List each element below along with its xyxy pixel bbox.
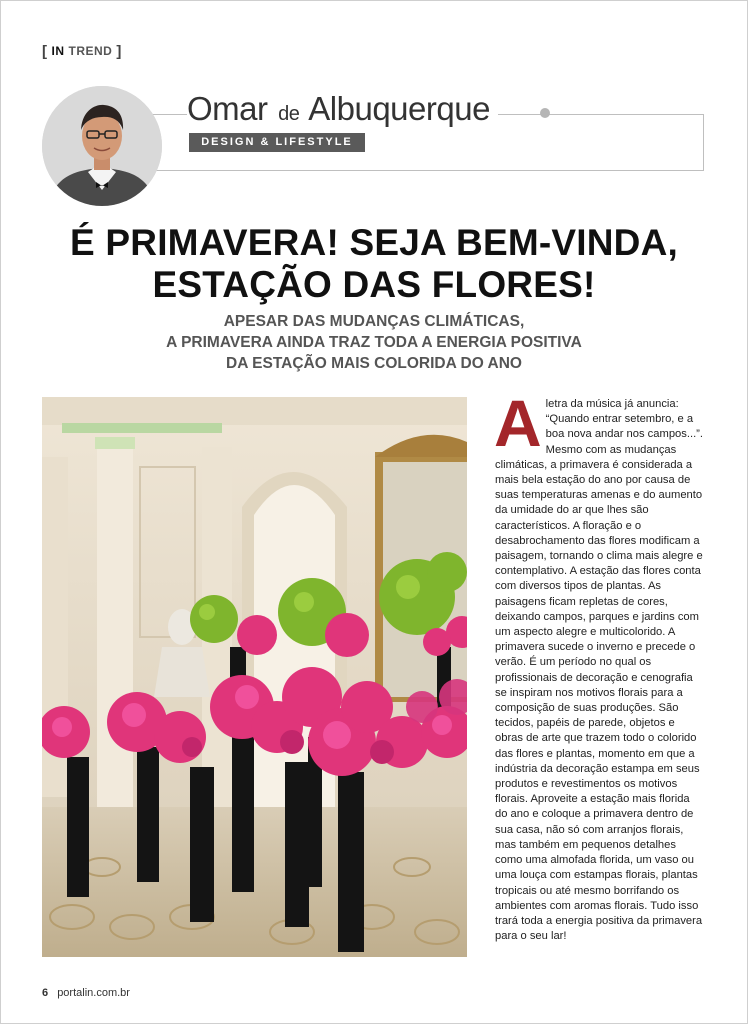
- author-name-connector: de: [278, 103, 300, 125]
- article-body: [494, 386, 705, 944]
- section-tag: [42, 42, 122, 60]
- author-role-badge: DESIGN & LIFESTYLE: [189, 133, 365, 152]
- bracket-right-icon: ]: [116, 42, 122, 60]
- bracket-left-icon: [: [42, 42, 48, 60]
- feature-photo: [42, 397, 467, 957]
- author-dot-icon: [540, 108, 550, 118]
- author-last-name: Albuquerque: [308, 90, 490, 127]
- flower-arrangement-photo-icon: [42, 397, 467, 957]
- page-title: [30, 222, 718, 306]
- section-tag-in: IN: [51, 44, 65, 58]
- headline-line-2: ESTAÇÃO DAS FLORES!: [152, 264, 596, 305]
- subheadline: [60, 311, 688, 374]
- subheadline-line-2: A PRIMAVERA AINDA TRAZ TODA A ENERGIA POSITIVA: [166, 334, 582, 351]
- subheadline-line-3: DA ESTAÇÃO MAIS COLORIDA DO ANO: [226, 355, 522, 372]
- drop-cap: A: [494, 386, 542, 460]
- subheadline-line-1: APESAR DAS MUDANÇAS CLIMÁTICAS,: [223, 313, 525, 330]
- author-name: [187, 90, 498, 128]
- author-first-name: Omar: [187, 90, 268, 127]
- article-paragraph: [494, 386, 705, 944]
- site-url: portalin.com.br: [57, 987, 130, 999]
- article-text: letra da música já anuncia: “Quando entrar setembro, e a boa nova andar nos campos...”. Mesmo com as mudanças climáticas, a primavera é considerada a mais bela estação do ano por causa de suas temperaturas amenas e do aumento da umidade do ar que lhes são característicos. A floração e o desabrochamento das flores modificam a paisagem, tornando o clima mais alegre e contemplativo. A estação das flores conta com diversos tipos de plantas. As paisagens ficam repletas de cores, deixando campos, parques e jardins com um aspecto alegre e multicolorido. A primavera sucede o inverno e precede o verão. É um período no qual os profissionais de decoração e cenografia se inspiram nos motivos florais para a composição de suas produções. São tecidos, papéis de parede, objetos e obras de arte que trazem todo o colorido das flores e plantas, momento em que a indústria da decoração estampa em seus produtos e revestimentos os motivos florais. Aproveite a estação mais florida do ano e coloque a primavera dentro de sua casa, não só com arranjos florais, mas também em pequenos detalhes como uma almofada florida, um vaso ou uma louça com estampas florais, plantas tropicais ou até mesmo borrifando os ambientes com aromas florais. Tudo isso trará toda a energia positiva da primavera para o seu lar!: [495, 398, 704, 943]
- section-tag-trend: TREND: [68, 44, 113, 58]
- footer: [42, 987, 130, 999]
- page-number: 6: [42, 987, 49, 999]
- author-photo: [42, 86, 162, 206]
- headline-line-1: É PRIMAVERA! SEJA BEM-VINDA,: [70, 222, 678, 263]
- author-portrait-icon: [42, 86, 162, 206]
